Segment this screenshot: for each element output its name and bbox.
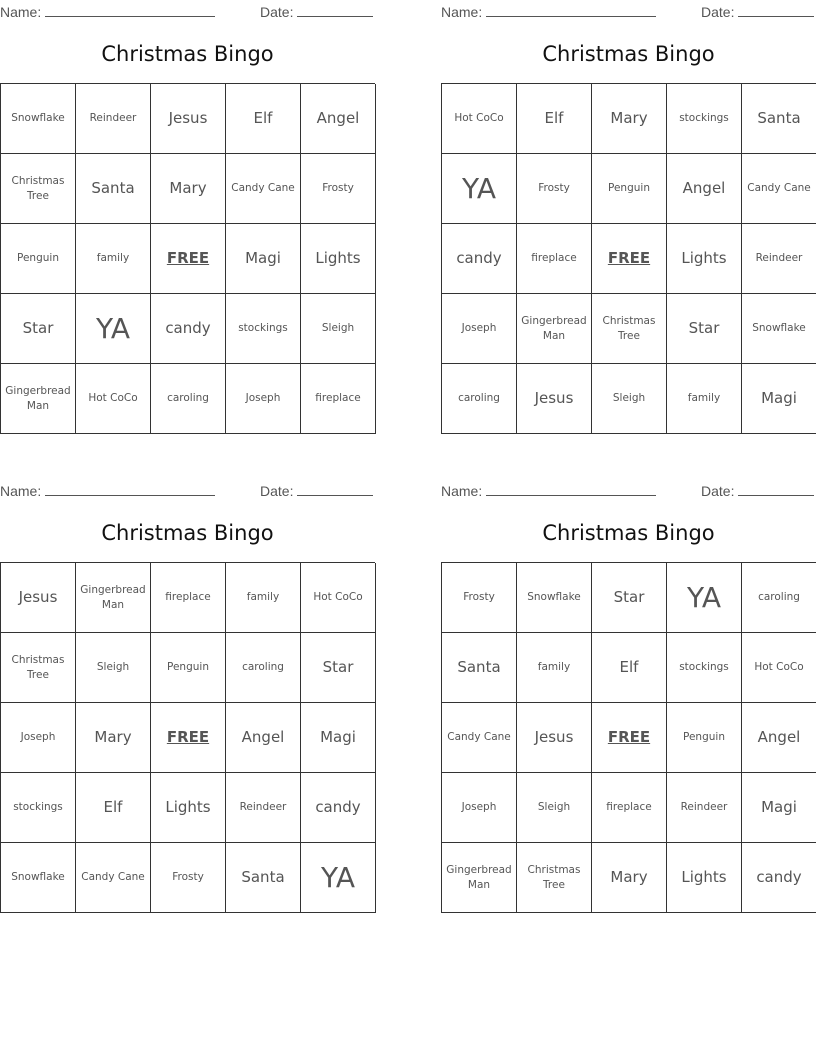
bingo-cell: Snowflake: [1, 843, 76, 913]
bingo-cell: Santa: [76, 154, 151, 224]
date-line: [297, 2, 373, 17]
free-space-cell: FREE: [151, 224, 226, 294]
card-title: Christmas Bingo: [101, 42, 274, 66]
bingo-cell: Angel: [301, 84, 376, 154]
bingo-cell: Frosty: [151, 843, 226, 913]
bingo-cell: Star: [1, 294, 76, 364]
bingo-cell: Candy Cane: [226, 154, 301, 224]
bingo-cell: Lights: [667, 843, 742, 913]
date-line: [297, 481, 373, 496]
bingo-cell: caroling: [442, 364, 517, 434]
bingo-cell: Star: [667, 294, 742, 364]
bingo-cell: Lights: [151, 773, 226, 843]
bingo-grid: [0, 83, 375, 434]
bingo-cell: Sleigh: [76, 633, 151, 703]
bingo-cell: Reindeer: [226, 773, 301, 843]
bingo-cell: candy: [301, 773, 376, 843]
bingo-cell: Angel: [226, 703, 301, 773]
name-line: [486, 481, 656, 496]
date-label: Date:: [260, 483, 294, 499]
bingo-cell: fireplace: [301, 364, 376, 434]
free-space-cell: FREE: [592, 703, 667, 773]
bingo-cell: Sleigh: [301, 294, 376, 364]
bingo-cell: Candy Cane: [76, 843, 151, 913]
bingo-cell: Angel: [667, 154, 742, 224]
card-header: [441, 479, 816, 501]
bingo-cell: family: [76, 224, 151, 294]
bingo-cell: fireplace: [592, 773, 667, 843]
date-line: [738, 481, 814, 496]
bingo-cell: Reindeer: [667, 773, 742, 843]
bingo-cell: candy: [151, 294, 226, 364]
bingo-cell: Mary: [592, 84, 667, 154]
bingo-cell: Jesus: [517, 364, 592, 434]
card-title: Christmas Bingo: [542, 42, 715, 66]
bingo-cell: Penguin: [667, 703, 742, 773]
bingo-cell: Reindeer: [742, 224, 816, 294]
bingo-grid: [441, 83, 816, 434]
bingo-cell: stockings: [1, 773, 76, 843]
bingo-cell: Sleigh: [592, 364, 667, 434]
bingo-cell: candy: [742, 843, 816, 913]
bingo-cell: Elf: [76, 773, 151, 843]
name-label: Name:: [0, 4, 42, 20]
date-label: Date:: [260, 4, 294, 20]
bingo-cell: Jesus: [517, 703, 592, 773]
date-field[interactable]: [260, 2, 373, 20]
bingo-cell: Penguin: [1, 224, 76, 294]
date-field[interactable]: [701, 481, 814, 499]
bingo-cell: Magi: [301, 703, 376, 773]
bingo-cell: Gingerbread Man: [517, 294, 592, 364]
bingo-cell: Santa: [442, 633, 517, 703]
bingo-cell: Candy Cane: [442, 703, 517, 773]
name-line: [45, 2, 215, 17]
name-line: [486, 2, 656, 17]
bingo-cell: caroling: [742, 563, 816, 633]
bingo-cell: caroling: [151, 364, 226, 434]
bingo-grid: [441, 562, 816, 913]
bingo-cell: Magi: [226, 224, 301, 294]
bingo-cell: Gingerbread Man: [442, 843, 517, 913]
bingo-cell: Elf: [592, 633, 667, 703]
bingo-cell: Frosty: [442, 563, 517, 633]
free-space-cell: FREE: [151, 703, 226, 773]
name-line: [45, 481, 215, 496]
bingo-cell: Snowflake: [1, 84, 76, 154]
bingo-cell: Penguin: [592, 154, 667, 224]
bingo-cell: caroling: [226, 633, 301, 703]
card-header: [0, 0, 375, 22]
card-header: [0, 479, 375, 501]
bingo-cell: Joseph: [442, 773, 517, 843]
bingo-cell: YA: [76, 294, 151, 364]
bingo-cell: Lights: [667, 224, 742, 294]
bingo-cell: Frosty: [301, 154, 376, 224]
bingo-cell: Mary: [592, 843, 667, 913]
card-title: Christmas Bingo: [101, 521, 274, 545]
date-label: Date:: [701, 4, 735, 20]
bingo-cell: Mary: [76, 703, 151, 773]
bingo-cell: Joseph: [1, 703, 76, 773]
bingo-cell: Joseph: [226, 364, 301, 434]
name-label: Name:: [0, 483, 42, 499]
bingo-grid: [0, 562, 375, 913]
bingo-cell: Frosty: [517, 154, 592, 224]
bingo-cell: fireplace: [517, 224, 592, 294]
bingo-cell: Gingerbread Man: [1, 364, 76, 434]
bingo-cell: Reindeer: [76, 84, 151, 154]
bingo-cell: Christmas Tree: [517, 843, 592, 913]
bingo-cell: Star: [592, 563, 667, 633]
bingo-cell: stockings: [667, 633, 742, 703]
bingo-cell: Candy Cane: [742, 154, 816, 224]
card-title: Christmas Bingo: [542, 521, 715, 545]
bingo-cell: Hot CoCo: [442, 84, 517, 154]
bingo-cell: stockings: [667, 84, 742, 154]
name-field[interactable]: [0, 2, 215, 20]
bingo-cell: Gingerbread Man: [76, 563, 151, 633]
bingo-cell: Hot CoCo: [301, 563, 376, 633]
bingo-cell: Hot CoCo: [742, 633, 816, 703]
bingo-cell: Hot CoCo: [76, 364, 151, 434]
date-field[interactable]: [260, 481, 373, 499]
name-label: Name:: [441, 483, 483, 499]
bingo-cell: Jesus: [1, 563, 76, 633]
bingo-cell: Elf: [226, 84, 301, 154]
name-field[interactable]: [441, 481, 656, 499]
bingo-cell: YA: [301, 843, 376, 913]
bingo-cell: Joseph: [442, 294, 517, 364]
bingo-cell: fireplace: [151, 563, 226, 633]
date-line: [738, 2, 814, 17]
bingo-cell: YA: [667, 563, 742, 633]
bingo-cell: Christmas Tree: [1, 154, 76, 224]
bingo-cell: Snowflake: [517, 563, 592, 633]
bingo-cell: stockings: [226, 294, 301, 364]
name-label: Name:: [441, 4, 483, 20]
bingo-cell: YA: [442, 154, 517, 224]
bingo-cell: Christmas Tree: [592, 294, 667, 364]
name-field[interactable]: [0, 481, 215, 499]
date-field[interactable]: [701, 2, 814, 20]
bingo-cell: Magi: [742, 364, 816, 434]
bingo-cell: Christmas Tree: [1, 633, 76, 703]
card-header: [441, 0, 816, 22]
bingo-cell: Magi: [742, 773, 816, 843]
bingo-cell: Jesus: [151, 84, 226, 154]
bingo-cell: candy: [442, 224, 517, 294]
bingo-cell: Snowflake: [742, 294, 816, 364]
bingo-cell: family: [226, 563, 301, 633]
bingo-cell: Lights: [301, 224, 376, 294]
bingo-cell: Elf: [517, 84, 592, 154]
bingo-cell: Penguin: [151, 633, 226, 703]
bingo-cell: family: [667, 364, 742, 434]
bingo-cell: Star: [301, 633, 376, 703]
bingo-cell: Santa: [742, 84, 816, 154]
bingo-cell: Angel: [742, 703, 816, 773]
bingo-cell: Mary: [151, 154, 226, 224]
bingo-cell: Sleigh: [517, 773, 592, 843]
date-label: Date:: [701, 483, 735, 499]
bingo-cell: family: [517, 633, 592, 703]
name-field[interactable]: [441, 2, 656, 20]
bingo-cell: Santa: [226, 843, 301, 913]
free-space-cell: FREE: [592, 224, 667, 294]
